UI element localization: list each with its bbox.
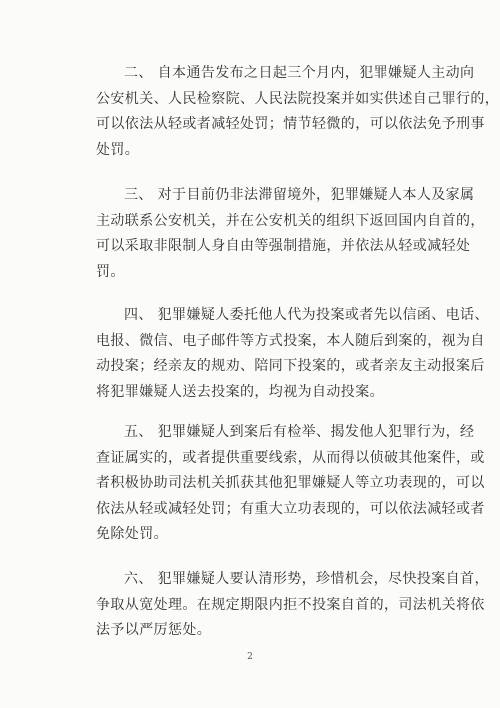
- paragraph-line: 四、 犯罪嫌疑人委托他人代为投案或者先以信函、电话、: [124, 307, 489, 323]
- paragraph-line: 依法从轻或减轻处罚；有重大立功表现的，可以依法减轻或者: [96, 500, 485, 517]
- paragraph-line: 罚。: [96, 263, 125, 280]
- paragraph-4: [96, 303, 489, 405]
- paragraph-line: 动投案；经亲友的规劝、陪同下投案的，或者亲友主动报案后: [96, 358, 485, 374]
- paragraph-line: 三、 对于目前仍非法滞留境外，犯罪嫌疑人本人及家属: [124, 187, 475, 203]
- paragraph-line: 电报、微信、电子邮件等方式投案，本人随后到案的，视为自: [96, 332, 485, 349]
- paragraph-line: 公安机关、人民检察院、人民法院投案并如实供述自己罪行的，: [96, 90, 500, 107]
- paragraph-line: 将犯罪嫌疑人送去投案的，均视为自动投案。: [96, 383, 384, 400]
- paragraph-line: 查证属实的，或者提供重要线索，从而得以侦破其他案件，或: [96, 449, 485, 466]
- paragraph-line: 者积极协助司法机关抓获其他犯罪嫌疑人等立功表现的，可以: [96, 475, 485, 491]
- page-number: 2: [247, 652, 253, 662]
- paragraph-line: 主动联系公安机关，并在公安机关的组织下返回国内自首的，: [96, 212, 485, 229]
- paragraph-line: 二、 自本通告发布之日起三个月内，犯罪嫌疑人主动向: [124, 65, 475, 81]
- paragraph-line: 可以采取非限制人身自由等强制措施，并依法从轻或减轻处: [96, 238, 471, 254]
- paragraph-3: [96, 183, 485, 285]
- paragraph-line: 免除处罚。: [96, 526, 168, 542]
- paragraph-line: 五、 犯罪嫌疑人到案后有检举、揭发他人犯罪行为，经: [124, 424, 475, 440]
- paragraph-2: [96, 61, 500, 163]
- paragraph-6: [96, 567, 489, 644]
- paragraph-line: 法予以严厉惩处。: [96, 622, 212, 638]
- paragraph-5: [96, 420, 485, 548]
- paragraph-line: 可以依法从轻或者减轻处罚；情节轻微的，可以依法免予刑事: [96, 116, 485, 132]
- paragraph-line: 争取从宽处理。在规定期限内拒不投案自首的，司法机关将依: [96, 596, 485, 613]
- paragraph-line: 处罚。: [96, 141, 140, 158]
- paragraph-line: 六、 犯罪嫌疑人要认清形势，珍惜机会，尽快投案自首，: [124, 571, 489, 587]
